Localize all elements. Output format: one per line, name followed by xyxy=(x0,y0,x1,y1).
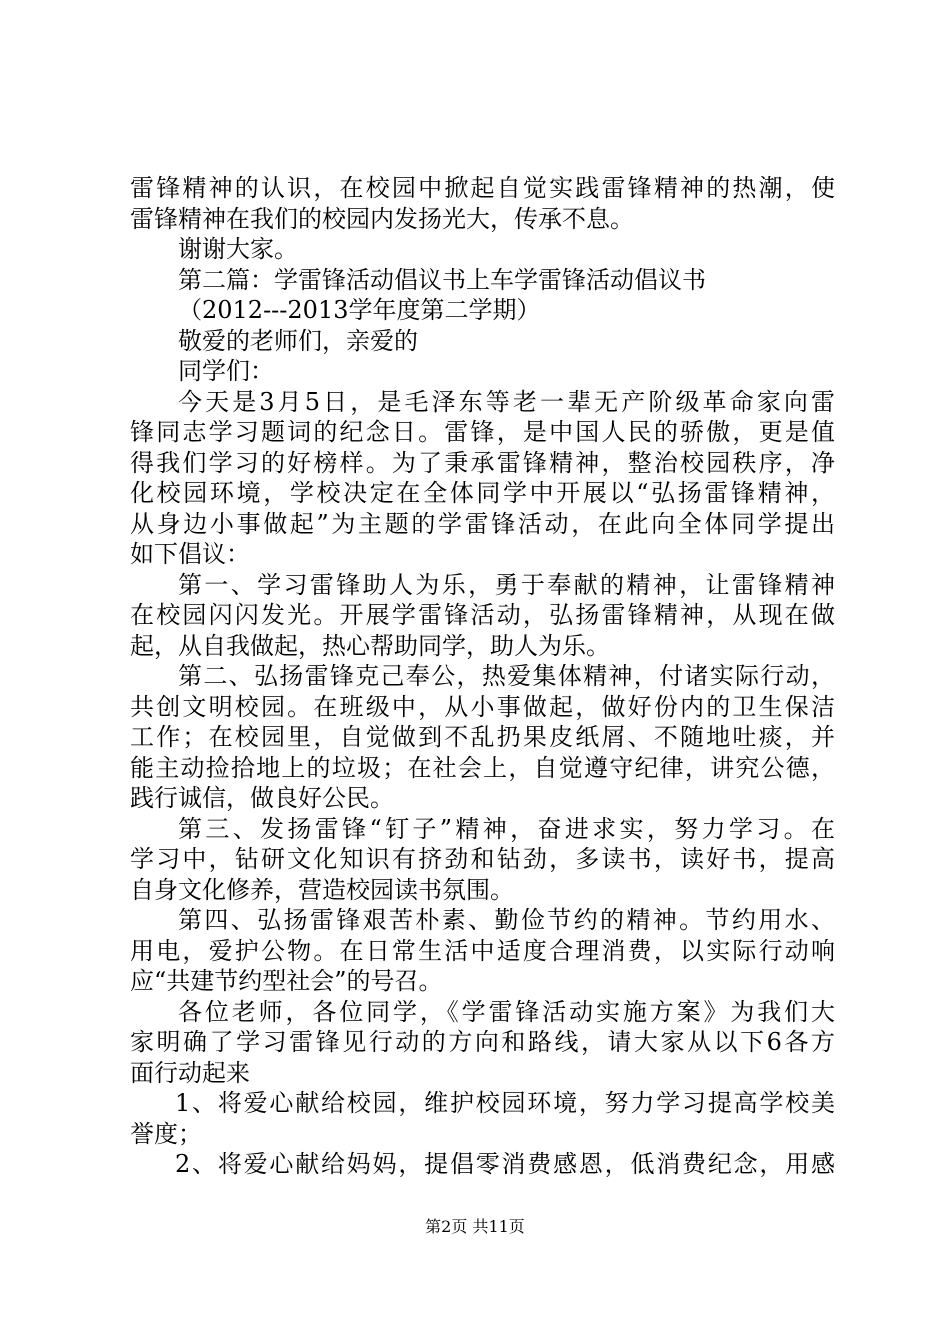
list-item: 2、将爱心献给妈妈，提倡零消费感恩，低消费纪念，用感 xyxy=(175,1150,835,1178)
text-line: 用电，爱护公物。在日常生活中适度合理消费，以实际行动响 xyxy=(130,936,835,965)
salutation-line: 同学们： xyxy=(178,357,274,385)
text-line: 如下倡议： xyxy=(130,540,250,568)
text-line: 化校园环境，学校决定在全体同学中开展以“弘扬雷锋精神， xyxy=(130,479,835,507)
text-line: （2012---2013学年度第二学期） xyxy=(178,296,541,324)
text-line: 锋同志学习题词的纪念日。雷锋，是中国人民的骄傲，更是值 xyxy=(130,418,835,446)
text-line: 践行诚信，做良好公民。 xyxy=(130,784,394,812)
text-line: 谢谢大家。 xyxy=(178,235,298,263)
text-line: 雷锋精神在我们的校园内发扬光大，传承不息。 xyxy=(130,204,634,233)
text-line: 第二、弘扬雷锋克己奉公，热爱集体精神，付诸实际行动， xyxy=(178,662,835,690)
text-line: 工作；在校园里，自觉做到不乱扔果皮纸屑、不随地吐痰，并 xyxy=(130,723,835,751)
list-item: 1、将爱心献给校园，维护校园环境，努力学习提高学校美 xyxy=(175,1089,835,1117)
text-line: 第一、学习雷锋助人为乐，勇于奉献的精神，让雷锋精神 xyxy=(178,570,835,599)
salutation-line: 敬爱的老师们，亲爱的 xyxy=(178,326,418,355)
section-heading: 第二篇：学雷锋活动倡议书上车学雷锋活动倡议书 xyxy=(178,265,706,294)
text-line: 第三、发扬雷锋“钉子”精神，奋进求实，努力学习。在 xyxy=(178,814,835,843)
document-body xyxy=(130,173,835,1180)
text-line: 雷锋精神的认识，在校园中掀起自觉实践雷锋精神的热潮，使 xyxy=(130,174,835,202)
text-line: 应“共建节约型社会”的号召。 xyxy=(130,967,443,995)
page-number: 第2页 共11页 xyxy=(425,1217,525,1236)
text-line: 得我们学习的好榜样。为了秉承雷锋精神，整治校园秩序，净 xyxy=(130,448,835,477)
text-line: 学习中，钻研文化知识有挤劲和钻劲，多读书，读好书，提高 xyxy=(130,845,835,873)
text-line: 面行动起来 xyxy=(130,1058,250,1087)
text-line: 各位老师，各位同学，《学雷锋活动实施方案》为我们大 xyxy=(178,997,835,1026)
text-line: 自身文化修养，营造校园读书氛围。 xyxy=(130,875,514,904)
text-line: 起，从自我做起，热心帮助同学，助人为乐。 xyxy=(130,631,610,660)
text-line: 共创文明校园。在班级中，从小事做起，做好份内的卫生保洁 xyxy=(130,692,835,721)
text-line: 今天是3月5日，是毛泽东等老一辈无产阶级革命家向雷 xyxy=(178,387,835,416)
text-line: 誉度； xyxy=(130,1119,202,1148)
text-line: 第四、弘扬雷锋艰苦朴素、勤俭节约的精神。节约用水、 xyxy=(178,906,835,934)
text-line: 从身边小事做起”为主题的学雷锋活动，在此向全体同学提出 xyxy=(130,509,835,538)
text-line: 能主动捡拾地上的垃圾；在社会上，自觉遵守纪律，讲究公德， xyxy=(130,753,835,782)
text-line: 在校园闪闪发光。开展学雷锋活动，弘扬雷锋精神，从现在做 xyxy=(130,601,835,629)
page-footer xyxy=(0,1217,950,1237)
text-line: 家明确了学习雷锋见行动的方向和路线，请大家从以下6各方 xyxy=(130,1028,835,1056)
